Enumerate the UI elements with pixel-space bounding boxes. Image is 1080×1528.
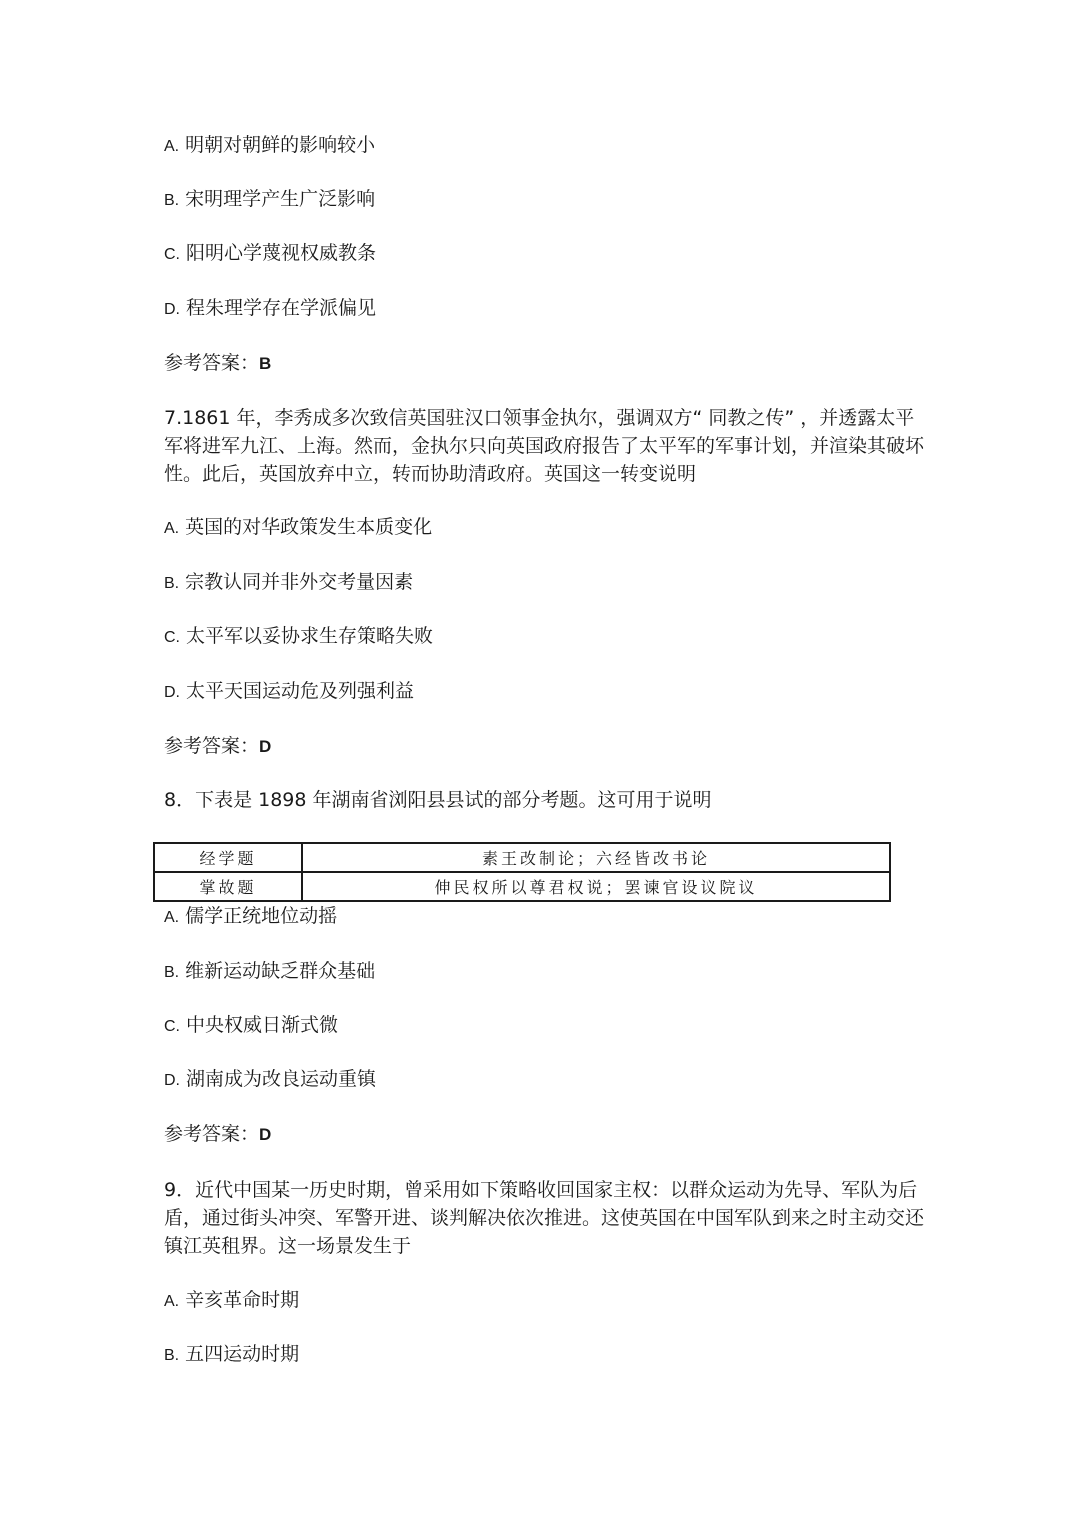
table-row — [154, 872, 890, 901]
q7-answer — [164, 733, 271, 760]
q8-option-c — [164, 1012, 338, 1040]
table-cell-content: 素王改制论；六经皆改书论 — [302, 843, 890, 872]
q6-option-a — [164, 132, 375, 160]
q9-option-a — [164, 1287, 299, 1315]
option-label: A. — [164, 909, 180, 926]
option-text: 明朝对朝鲜的影响较小 — [185, 134, 376, 156]
option-text: 中央权威日渐式微 — [186, 1014, 339, 1036]
option-text: 湖南成为改良运动重镇 — [186, 1068, 377, 1090]
option-label: A. — [164, 1293, 180, 1310]
option-text: 辛亥革命时期 — [185, 1289, 300, 1311]
answer-label: 参考答案： — [164, 735, 260, 757]
option-label: B. — [164, 575, 180, 592]
answer-value: B — [259, 354, 272, 373]
answer-label: 参考答案： — [164, 1123, 260, 1145]
q8-answer — [164, 1121, 271, 1148]
option-label: B. — [164, 192, 180, 209]
option-label: D. — [164, 301, 180, 318]
option-label: D. — [164, 684, 180, 701]
q7-option-b — [164, 569, 413, 597]
table-row — [154, 843, 890, 872]
option-label: C. — [164, 629, 180, 646]
option-label: C. — [164, 1018, 180, 1035]
option-label: A. — [164, 138, 180, 155]
q6-option-d — [164, 295, 376, 323]
option-label: C. — [164, 246, 180, 263]
q6-answer — [164, 350, 271, 377]
option-text: 宋明理学产生广泛影响 — [185, 188, 376, 210]
q9-option-b — [164, 1341, 299, 1369]
option-text: 程朱理学存在学派偏见 — [186, 297, 377, 319]
q8-option-d — [164, 1066, 376, 1094]
answer-label: 参考答案： — [164, 352, 260, 374]
table-cell-category: 经学题 — [154, 843, 302, 872]
option-label: A. — [164, 520, 180, 537]
option-text: 阳明心学蔑视权威教条 — [186, 242, 377, 264]
q7-option-a — [164, 514, 432, 542]
answer-value: D — [259, 1125, 272, 1144]
q6-option-c — [164, 240, 376, 268]
exam-topics-table — [153, 842, 891, 902]
table-cell-content: 伸民权所以尊君权说；罢谏官设议院议 — [302, 872, 890, 901]
option-label: D. — [164, 1072, 180, 1089]
option-label: B. — [164, 1347, 180, 1364]
option-label: B. — [164, 964, 180, 981]
option-text: 太平天国运动危及列强利益 — [186, 680, 415, 702]
q6-option-b — [164, 186, 375, 214]
table-cell-category: 掌故题 — [154, 872, 302, 901]
q7-option-c — [164, 623, 433, 651]
q8-option-a — [164, 903, 337, 931]
option-text: 儒学正统地位动摇 — [185, 905, 338, 927]
option-text: 宗教认同并非外交考量因素 — [185, 571, 414, 593]
q7-question: 7.1861 年，李秀成多次致信英国驻汉口领事金执尔，强调双方“ 同教之传” ，并透露太平军将进军九江、上海。然而，金执尔只向英国政府报告了太平军的军事计划，并渲染其破坏性。此后，英国放弃中立，转而协助清政府。英国这一转变说明 — [164, 407, 925, 485]
option-text: 维新运动缺乏群众基础 — [185, 960, 376, 982]
answer-value: D — [259, 737, 272, 756]
q9-question: 9．近代中国某一历史时期，曾采用如下策略收回国家主权：以群众运动为先导、军队为后盾，通过街头冲突、军警开进、谈判解决依次推进。这使英国在中国军队到来之时主动交还镇江英租界。这一场景发生于 — [164, 1179, 925, 1257]
q8-option-b — [164, 958, 375, 986]
q8-question: 8．下表是 1898 年湖南省浏阳县县试的部分考题。这可用于说明 — [164, 789, 712, 811]
option-text: 英国的对华政策发生本质变化 — [185, 516, 433, 538]
option-text: 五四运动时期 — [185, 1343, 300, 1365]
q7-option-d — [164, 678, 414, 706]
option-text: 太平军以妥协求生存策略失败 — [186, 625, 434, 647]
